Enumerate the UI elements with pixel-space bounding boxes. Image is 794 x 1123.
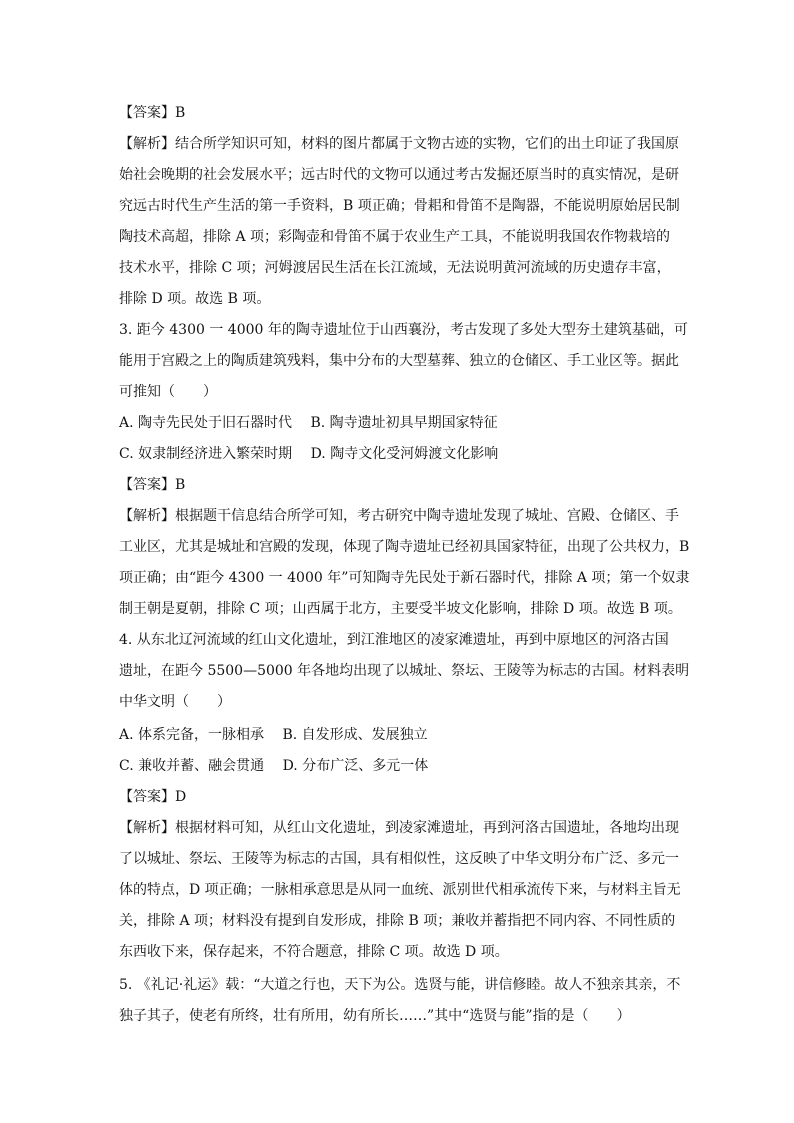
question-3-stem: 可推知（ ） (119, 384, 217, 400)
analysis-line: 排除 D 项。故选 B 项。 (119, 291, 271, 307)
analysis-line: 【解析】根据题干信息结合所学可知，考古研究中陶寺遗址发现了城址、宫殿、仓储区、手 (119, 508, 679, 524)
question-5-stem: 5. 《礼记·礼运》载：“大道之行也，天下为公。选贤与能，讲信修睦。故人不独亲其亲，不 (119, 977, 681, 993)
analysis-line: 了以城址、祭坛、王陵等为标志的古国，具有相似性，这反映了中华文明分布广泛、多元一 (119, 851, 679, 867)
analysis-line: 【解析】结合所学知识可知，材料的图片都属于文物古迹的实物，它们的出土印证了我国原 (119, 136, 679, 152)
question-4-stem: 中华文明（ ） (119, 694, 231, 710)
analysis-line: 体的特点，D 项正确；一脉相承意思是从同一血统、派别世代相承流传下来，与材料主旨无 (119, 882, 681, 898)
question-3-options: A. 陶寺先民处于旧石器时代 B. 陶寺遗址初具早期国家特征 (119, 415, 498, 431)
analysis-line: 陶技术高超，排除 A 项；彩陶壶和骨笛不属于农业生产工具，不能说明我国农作物栽培的 (119, 229, 671, 245)
question-4-stem: 4. 从东北辽河流域的红山文化遗址，到江淮地区的凌家滩遗址，再到中原地区的河洛古国 (119, 632, 669, 648)
question-3-stem: 3. 距今 4300 一 4000 年的陶寺遗址位于山西襄汾，考古发现了多处大型夯土建筑基础，可 (119, 322, 688, 338)
analysis-line: 究远古时代生产生活的第一手资料，B 项正确；骨耜和骨笛不是陶器，不能说明原始居民制 (119, 198, 680, 214)
analysis-line: 项正确；由“距今 4300 一 4000 年”可知陶寺先民处于新石器时代，排除 A 项；第一个奴隶 (119, 570, 690, 586)
analysis-line: 【解析】根据材料可知，从红山文化遗址，到凌家滩遗址，再到河洛古国遗址，各地均出现 (119, 820, 679, 836)
question-3-stem: 能用于宫殿之上的陶质建筑残料，集中分布的大型墓葬、独立的仓储区、手工业区等。据此 (119, 353, 679, 369)
question-4-options: C. 兼收并蓄、融会贯通 D. 分布广泛、多元一体 (119, 758, 429, 774)
analysis-line: 工业区，尤其是城址和宫殿的发现，体现了陶寺遗址已经初具国家特征，出现了公共权力，B (119, 539, 690, 555)
question-4-stem: 遗址，在距今 5500—5000 年各地均出现了以城址、祭坛、王陵等为标志的古国。材料表明 (119, 663, 690, 679)
question-5-stem: 独子其子，使老有所终，壮有所用，幼有所长……”其中“选贤与能”指的是（ ） (119, 1008, 631, 1024)
analysis-line: 技术水平，排除 C 项；河姆渡居民生活在长江流域，无法说明黄河流域的历史遗存丰富， (119, 260, 671, 276)
analysis-line: 关，排除 A 项；材料没有提到自发形成，排除 B 项；兼收并蓄指把不同内容、不同性质的 (119, 913, 676, 929)
answer-label: 【答案】B (119, 477, 186, 493)
answer-label: 【答案】B (119, 105, 186, 121)
analysis-line: 东西收下来，保存起来，不符合题意，排除 C 项。故选 D 项。 (119, 944, 509, 960)
answer-label: 【答案】D (119, 789, 187, 805)
question-3-options: C. 奴隶制经济进入繁荣时期 D. 陶寺文化受河姆渡文化影响 (119, 446, 499, 462)
analysis-line: 始社会晚期的社会发展水平；远古时代的文物可以通过考古发掘还原当时的真实情况，是研 (119, 167, 679, 183)
analysis-line: 制王朝是夏朝，排除 C 项；山西属于北方，主要受半坡文化影响，排除 D 项。故选 B 项。 (119, 601, 682, 617)
question-4-options: A. 体系完备，一脉相承 B. 自发形成、发展独立 (119, 727, 428, 743)
